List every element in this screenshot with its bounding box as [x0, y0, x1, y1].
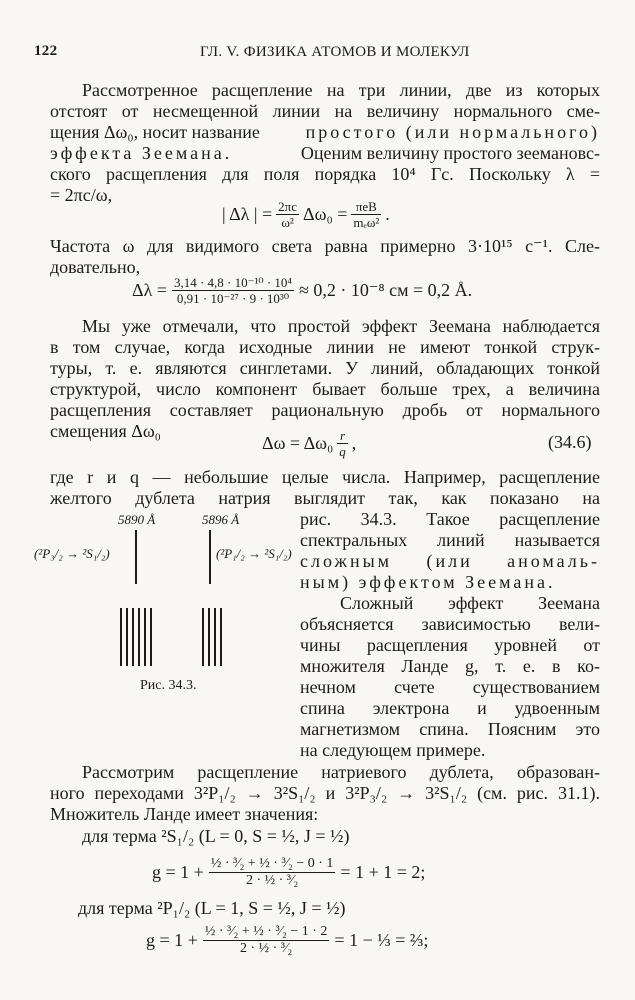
- text-line: объясняется зависимостью вели-: [300, 614, 600, 634]
- zeeman-component: [220, 608, 222, 666]
- text-line: Множитель Ланде имеет значения:: [50, 804, 319, 824]
- eq-tail: ,: [351, 432, 357, 453]
- numerator: πeB: [351, 199, 381, 215]
- text-line: [50, 122, 600, 143]
- text-line: = 2πc/ω,: [50, 185, 113, 205]
- fraction: [209, 856, 336, 889]
- text-line: ным) эффектом Зеемана.: [300, 572, 556, 592]
- equation-1: [222, 195, 390, 233]
- text-line: спектральных линий называется: [300, 530, 600, 550]
- equation-3: [262, 424, 356, 462]
- denominator: 0,91 · 10⁻²⁷ · 9 · 10³⁰: [176, 290, 290, 306]
- text-line: Сложный эффект Зеемана: [340, 593, 600, 613]
- text-fragment: Оценим величину простого зеемановс-: [300, 143, 600, 163]
- equation-2: [132, 270, 472, 310]
- text-fragment: щения Δω₀, носит название: [50, 122, 260, 142]
- denominator: 2 · ½ · ³⁄₂: [239, 940, 293, 956]
- wavelength-label-2: 5896 Å: [202, 512, 240, 527]
- text-line: структурой, число компонент бывает больше трех, а величина: [50, 379, 600, 399]
- text-line: чины расщепления уровней от: [300, 635, 600, 655]
- text-line: Частота ω для видимого света равна примерно 3·10¹⁵ с⁻¹. Сле-: [50, 236, 600, 256]
- eq-rhs: ≈ 0,2 · 10⁻⁸ см = 0,2 Å.: [298, 279, 473, 300]
- zeeman-component: [144, 608, 146, 666]
- text-line: для терма ²P₁/₂ (L = 1, S = ½, J = ½): [78, 898, 346, 918]
- denominator: q: [339, 443, 346, 459]
- text-line: ского расщепления для поля порядка 10⁴ Гс. Поскольку λ =: [50, 164, 600, 184]
- figure-34-3: [34, 508, 296, 700]
- numerator: 2πc: [278, 198, 298, 214]
- transition-label-1: (²P₃/₂ → ²S₁/₂): [34, 546, 110, 561]
- numerator: ½ · ³⁄₂ + ½ · ³⁄₂ − 0 · 1: [210, 855, 334, 871]
- eq-rhs: = 1 − ⅓ = ⅔;: [334, 929, 429, 950]
- text-line: Рассмотренное расщепление на три линии, две из которых: [82, 80, 600, 100]
- text-line: где r и q — небольшие целые числа. Например, расщепление: [50, 467, 600, 487]
- spaced-term: эффекта Зеемана.: [50, 143, 233, 163]
- eq-lhs: Δω = Δω₀: [262, 432, 334, 453]
- denominator: 2 · ½ · ³⁄₂: [245, 872, 299, 888]
- numerator: r: [337, 428, 348, 444]
- unsplit-line-5896: [209, 530, 211, 584]
- text-line: сложным (или аномаль-: [300, 551, 600, 571]
- equation-number: (34.6): [548, 432, 592, 452]
- zeeman-component: [208, 608, 210, 666]
- zeeman-component: [132, 608, 134, 666]
- text-line: рис. 34.3. Такое расщепление: [300, 509, 600, 529]
- text-line: магнетизмом спина. Поясним это: [300, 719, 600, 739]
- page-number: 122: [34, 43, 58, 59]
- running-title: ГЛ. V. ФИЗИКА АТОМОВ И МОЛЕКУЛ: [200, 44, 470, 60]
- numerator: ½ · ³⁄₂ + ½ · ³⁄₂ − 1 · 2: [204, 923, 328, 939]
- equation-4: [152, 852, 425, 892]
- eq-lhs: | Δλ | =: [222, 203, 273, 224]
- text-line: нечном счете существованием: [300, 677, 600, 697]
- text-line: в том случае, когда исходные линии не имеют тонкой струк-: [50, 337, 600, 357]
- zeeman-component: [150, 608, 152, 666]
- eq-lhs: g = 1 +: [146, 929, 198, 950]
- equation-5: [146, 920, 428, 960]
- text-line: ного переходами 3²P₁/₂ → 3²S₁/₂ и 3²P₃/₂ → 3²S₁/₂ (см. рис. 31.1).: [50, 783, 600, 803]
- zeeman-component: [126, 608, 128, 666]
- text-line: смещения Δω₀: [50, 421, 161, 441]
- zeeman-component: [202, 608, 204, 666]
- text-line: расщепления составляет рациональную дробь от нормального: [50, 400, 600, 420]
- eq-middle: Δω₀ =: [303, 203, 348, 224]
- eq-lhs: g = 1 +: [152, 861, 204, 882]
- fraction: [172, 275, 294, 306]
- denominator: ω²: [281, 214, 294, 230]
- figure-caption: Рис. 34.3.: [140, 678, 197, 693]
- text-line: Мы уже отмечали, что простой эффект Зеемана наблюдается: [82, 316, 600, 336]
- wavelength-label-1: 5890 Å: [118, 512, 156, 527]
- eq-rhs: = 1 + 1 = 2;: [340, 861, 426, 882]
- transition-label-2: (²P₁/₂ → ²S₁/₂): [216, 546, 292, 561]
- zeeman-component: [120, 608, 122, 666]
- fraction: [203, 924, 330, 957]
- eq-lhs: Δλ =: [132, 279, 167, 300]
- text-line: на следующем примере.: [300, 740, 486, 760]
- text-line: туры, т. е. являются синглетами. У линий, обладающих тонкой: [50, 358, 600, 378]
- unsplit-line-5890: [135, 530, 137, 584]
- fraction: [337, 428, 348, 459]
- text-line: спина электрона и удвоенным: [300, 698, 600, 718]
- denominator: mₑω²: [353, 214, 380, 230]
- text-line: множителя Ланде g, т. е. в ко-: [300, 656, 600, 676]
- text-line: Рассмотрим расщепление натриевого дублета, образован-: [82, 762, 600, 782]
- text-line: [50, 143, 600, 164]
- text-line: отстоят от несмещенной линии на величину нормального сме-: [50, 101, 600, 121]
- eq-tail: .: [385, 203, 390, 224]
- fraction: [351, 199, 381, 230]
- numerator: 3,14 · 4,8 · 10⁻¹⁰ · 10⁴: [173, 274, 292, 290]
- zeeman-component: [214, 608, 216, 666]
- spaced-term: простого (или нормального): [305, 122, 600, 142]
- text-line: для терма ²S₁/₂ (L = 0, S = ½, J = ½): [82, 826, 350, 846]
- text-line: довательно,: [50, 257, 141, 277]
- text-line: желтого дублета натрия выглядит так, как показано на: [50, 488, 600, 508]
- fraction: [276, 199, 299, 230]
- zeeman-component: [138, 608, 140, 666]
